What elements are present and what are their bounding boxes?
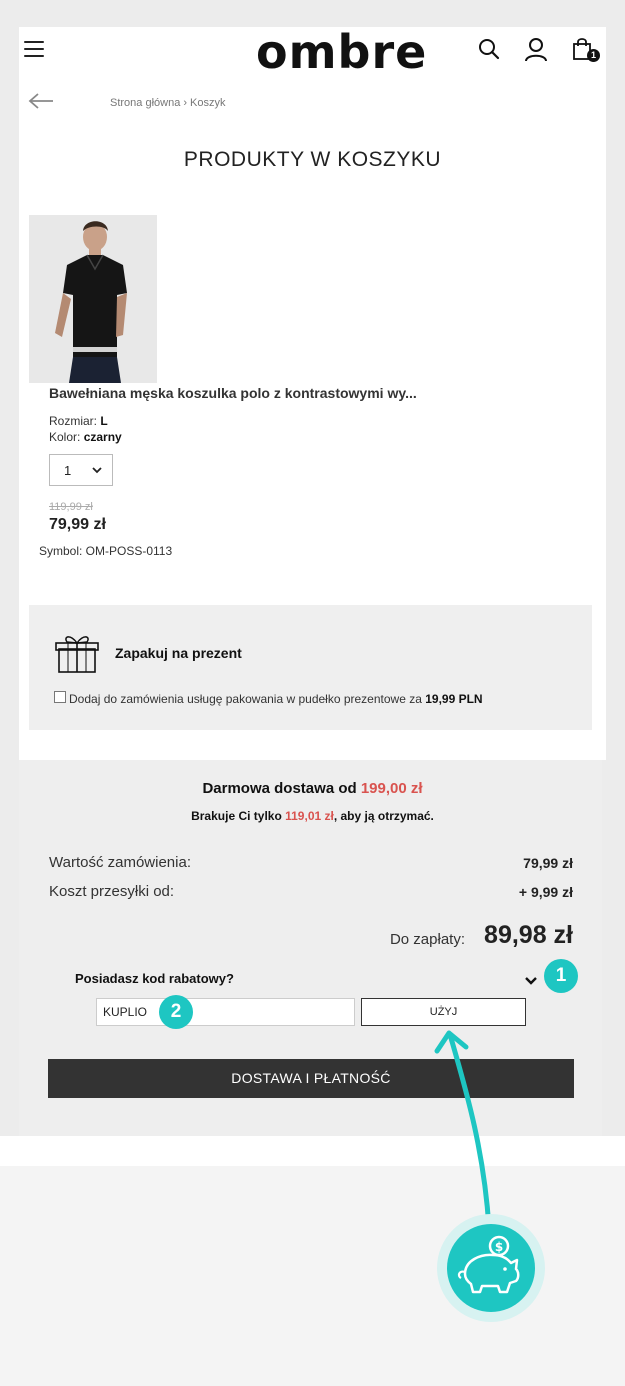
product-name[interactable]: Bawełniana męska koszulka polo z kontrastowymi wy... xyxy=(49,385,417,401)
missing-prefix: Brakuje Ci tylko xyxy=(191,809,286,823)
size-value: L xyxy=(100,414,108,428)
cart-count-badge: 1 xyxy=(587,49,600,62)
gift-description-text: Dodaj do zamówienia usługę pakowania w pudełko prezentowe za xyxy=(69,692,426,706)
current-price: 79,99 zł xyxy=(49,516,106,533)
old-price: 119,99 zł xyxy=(49,501,93,513)
breadcrumb-home-link[interactable]: Strona główna xyxy=(110,97,181,109)
gift-title: Zapakuj na prezent xyxy=(115,645,242,661)
total-label: Do zapłaty: xyxy=(389,931,465,948)
quantity-value: 1 xyxy=(64,463,72,478)
order-value-label: Wartość zamówienia: xyxy=(49,854,191,871)
missing-amount: 119,01 zł xyxy=(285,809,334,823)
missing-suffix: , aby ją otrzymać. xyxy=(333,809,434,823)
step-2-badge: 2 xyxy=(159,995,193,1029)
logo[interactable]: ombre xyxy=(256,25,428,79)
free-shipping-threshold: 199,00 zł xyxy=(360,780,423,797)
product-symbol: Symbol: OM-POSS-0113 xyxy=(39,544,173,558)
shipping-cost-value: + 9,99 zł xyxy=(518,884,573,900)
promo-code-label[interactable]: Posiadasz kod rabatowy? xyxy=(75,971,234,986)
page-title: PRODUKTY W KOSZYKU xyxy=(183,148,442,171)
svg-text:$: $ xyxy=(494,1240,504,1254)
step-1-badge: 1 xyxy=(544,959,578,993)
color-value: czarny xyxy=(83,430,122,444)
apply-promo-button[interactable]: UŻYJ xyxy=(361,998,526,1026)
breadcrumb-current: Koszyk xyxy=(190,97,226,109)
checkout-button[interactable]: DOSTAWA I PŁATNOŚĆ xyxy=(48,1059,574,1098)
free-shipping-label: Darmowa dostawa od xyxy=(202,780,361,797)
breadcrumb-separator: › xyxy=(183,97,187,109)
promo-code-input[interactable]: KUPLIO xyxy=(96,998,355,1026)
shipping-cost-label: Koszt przesyłki od: xyxy=(49,883,175,900)
total-value: 89,98 zł xyxy=(484,921,573,949)
piggy-bank-icon xyxy=(447,1224,535,1312)
size-label: Rozmiar: xyxy=(49,414,101,428)
gift-price: 19,99 PLN xyxy=(425,692,483,706)
order-value: 79,99 zł xyxy=(523,855,573,871)
color-label: Kolor: xyxy=(49,430,84,444)
